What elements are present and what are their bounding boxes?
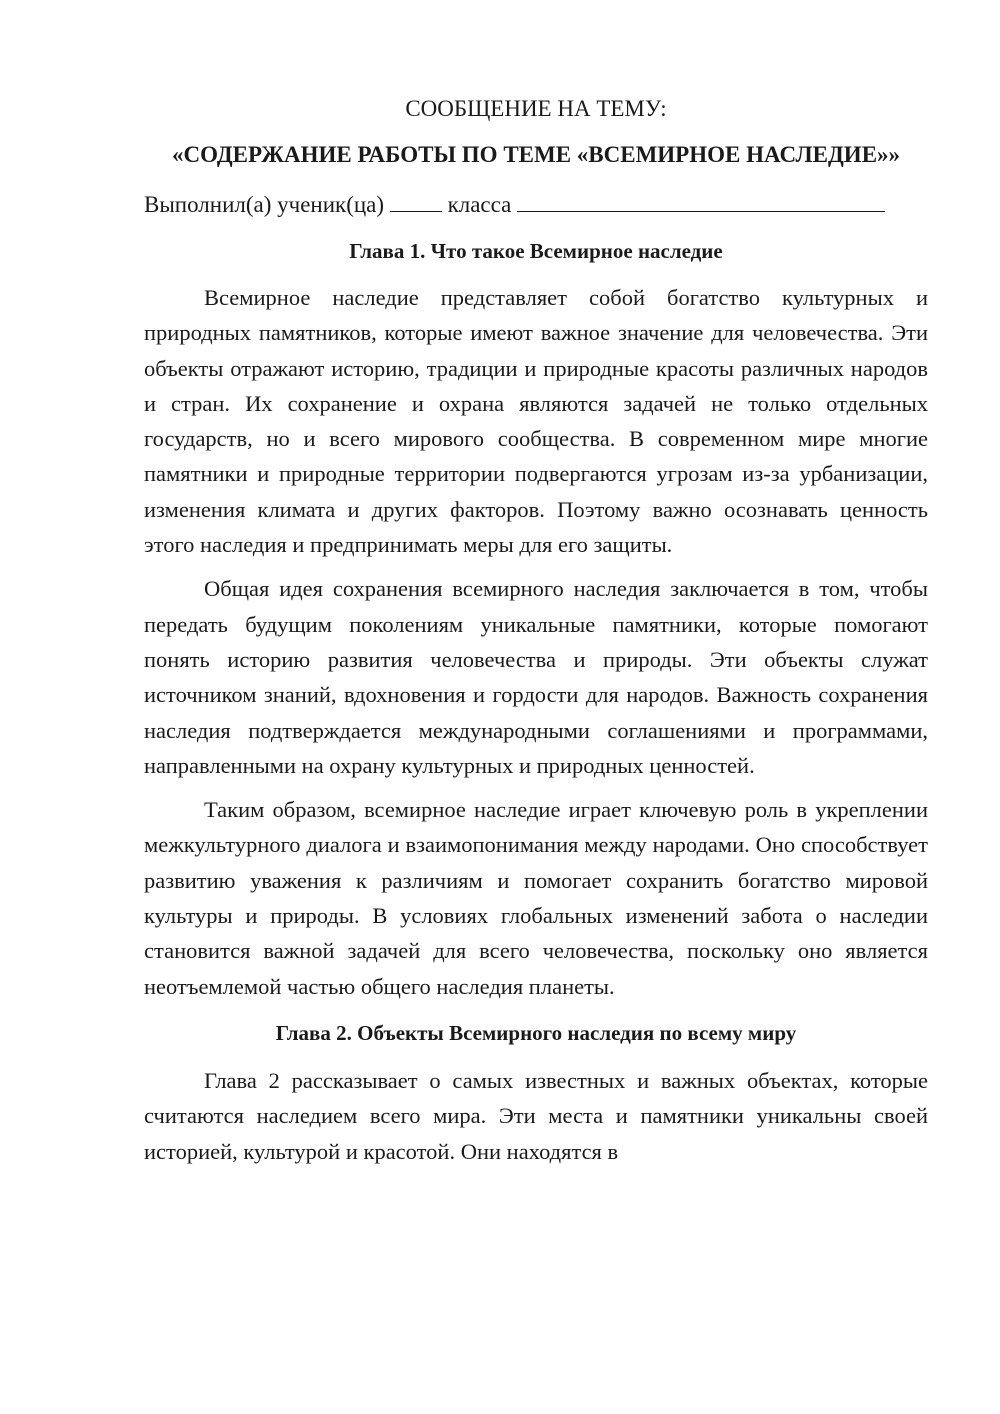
class-label: класса bbox=[447, 192, 512, 217]
grade-blank bbox=[390, 191, 442, 212]
document-page bbox=[144, 92, 928, 1178]
chapter-2-paragraph: Глава 2 рассказывает о самых известных и важных объектах, которые считаются наследием всего мира. Эти места и памятники уникальны своей историей, культурой и красотой. Они находятся в bbox=[144, 1067, 928, 1164]
chapter-1-paragraph: Общая идея сохранения всемирного наследия заключается в том, чтобы передать будущим поколениям уникальные памятники, которые помогают понять историю развития человечества и природы. Эти объекты служат источником знаний, вдохновения и гордости для народов. Важность сохранения наследия подтверждается международными соглашениями и программами, направленными на охрану культурных и природных ценностей. bbox=[144, 576, 928, 778]
author-line bbox=[144, 188, 928, 222]
document-topic: СООБЩЕНИЕ НА ТЕМУ: bbox=[405, 96, 667, 121]
document-title: «СОДЕРЖАНИЕ РАБОТЫ ПО ТЕМЕ «ВСЕМИРНОЕ НАСЛЕДИЕ»» bbox=[171, 142, 901, 167]
chapter-1-paragraph: Всемирное наследие представляет собой богатство культурных и природных памятников, которые имеют важное значение для человечества. Эти объекты отражают историю, традиции и природные красоты различных народов и стран. Их сохранение и охрана являются задачей не только отдельных государств, но и всего мирового сообщества. В современном мире многие памятники и природные территории подвергаются угрозам из-за урбанизации, изменения климата и других факторов. Поэтому важно осознавать ценность этого наследия и предпринимать меры для его защиты. bbox=[144, 285, 928, 558]
name-blank bbox=[517, 191, 885, 212]
chapter-2-heading: Глава 2. Объекты Всемирного наследия по всему миру bbox=[275, 1020, 797, 1045]
chapter-1-heading: Глава 1. Что такое Всемирное наследие bbox=[349, 239, 723, 263]
performed-by-label: Выполнил(а) ученик(ца) bbox=[144, 192, 385, 217]
chapter-1-paragraph: Таким образом, всемирное наследие играет ключевую роль в укреплении межкультурного диалога и взаимопонимания между народами. Оно способствует развитию уважения к различиям и помогает сохранить богатство мировой культуры и природы. В условиях глобальных изменений забота о наследии становится важной задачей для всего человечества, поскольку оно является неотъемлемой частью общего наследия планеты. bbox=[144, 797, 928, 999]
